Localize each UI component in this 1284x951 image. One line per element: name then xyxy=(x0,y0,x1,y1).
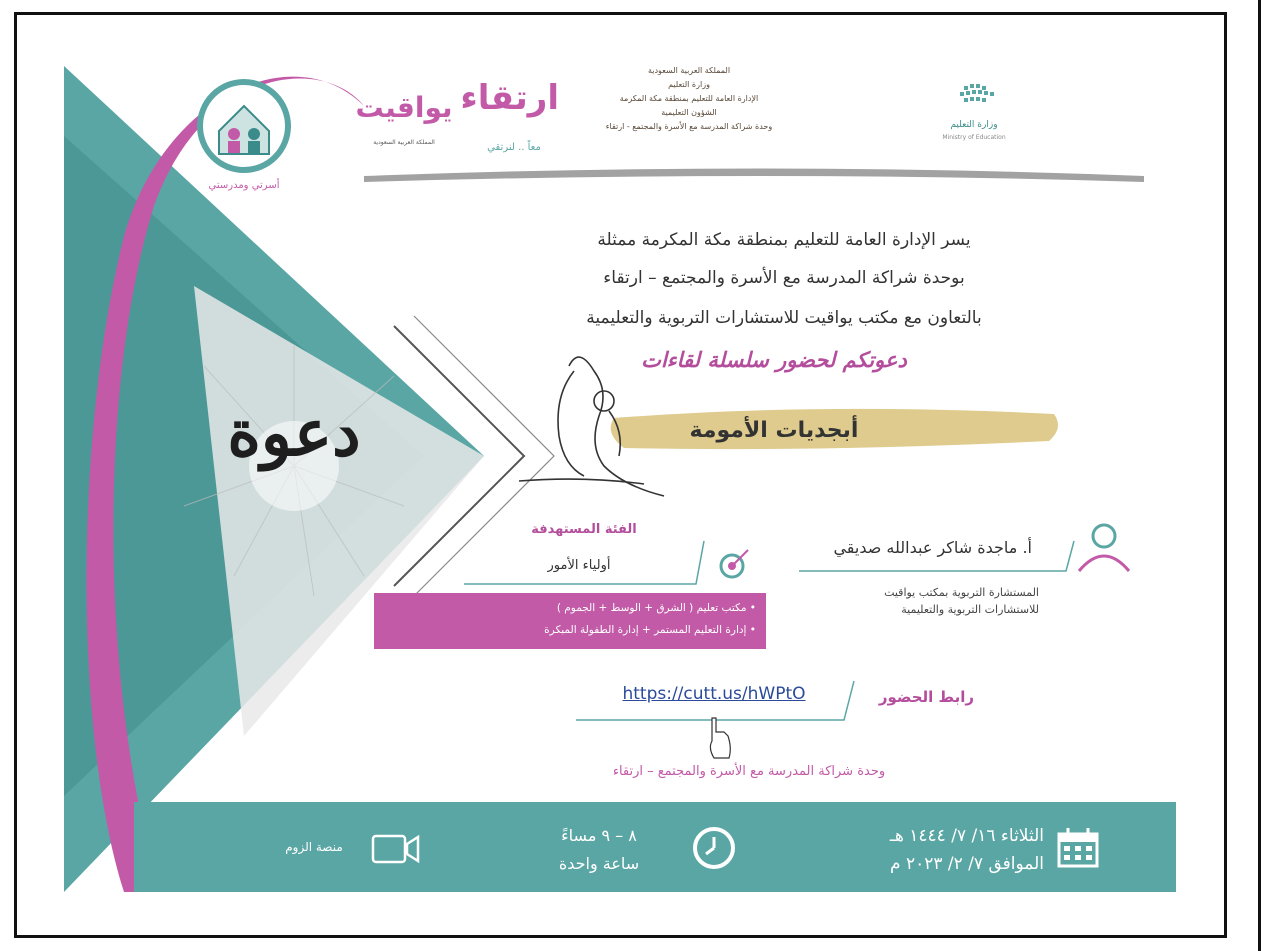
speaker-role-line: للاستشارات التربوية والتعليمية xyxy=(901,603,1039,616)
target-offices-box xyxy=(374,593,766,649)
yawaqeet-logo-subtext: المملكة العربية السعودية xyxy=(373,139,435,146)
header-line: المملكة العربية السعودية xyxy=(647,66,731,75)
intro-line-2: بوحدة شراكة المدرسة مع الأسرة والمجتمع – ارتقاء xyxy=(603,268,965,288)
intro-line-3: بالتعاون مع مكتب يواقيت للاستشارات التربوية والتعليمية xyxy=(586,308,982,328)
speaker-role-line: المستشارة التربوية بمكتب يواقيت xyxy=(884,586,1039,599)
invitation-card xyxy=(64,36,1176,892)
office-item: • مكتب تعليم ( الشرق + الوسط + الجموم ) xyxy=(384,597,756,619)
ministry-logo-subtext: Ministry of Education xyxy=(942,134,1006,141)
irtiqa-tagline: معاً .. لنرتقي xyxy=(487,142,541,153)
ministry-logo xyxy=(934,76,1024,156)
family-school-logo xyxy=(194,76,294,206)
right-divider xyxy=(1258,0,1261,951)
invite-line: دعوتكم لحضور سلسلة لقاءات xyxy=(641,348,907,372)
target-audience-label: الفئة المستهدفة xyxy=(531,522,637,537)
ministry-logo-icon xyxy=(934,76,1024,118)
intro-line-1: يسر الإدارة العامة للتعليم بمنطقة مكة المكرمة ممثلة xyxy=(597,230,971,250)
family-logo-caption: أسرتي ومدرستي xyxy=(208,180,280,191)
attendance-link-label: رابط الحضور xyxy=(878,688,974,706)
header-line: الإدارة العامة للتعليم بمنطقة مكة المكرمة xyxy=(619,94,759,103)
office-item: • إدارة التعليم المستمر + إدارة الطفولة المبكرة xyxy=(384,619,756,641)
event-duration: ساعة واحدة xyxy=(558,854,640,873)
irtiqa-logo-text: ارتقاء xyxy=(460,78,559,118)
unit-footer: وحدة شراكة المدرسة مع الأسرة والمجتمع – ارتقاء xyxy=(612,764,886,779)
yawaqeet-logo-text: يواقيت xyxy=(355,91,453,124)
ministry-logo-text: وزارة التعليم xyxy=(950,120,998,130)
header-line: وزارة التعليم xyxy=(668,80,710,89)
platform-label: منصة الزوم xyxy=(285,840,343,854)
video-camera-icon xyxy=(371,832,421,866)
header-line: الشؤون التعليمية xyxy=(661,108,717,117)
clock-icon xyxy=(690,824,738,872)
header-address xyxy=(604,64,774,134)
target-audience-value: أولياء الأمور xyxy=(547,558,611,573)
speaker-name: أ. ماجدة شاكر عبدالله صديقي xyxy=(833,538,1032,557)
family-house-icon xyxy=(194,76,294,176)
irtiqa-logo xyxy=(460,58,559,168)
target-icon-shape xyxy=(721,550,748,577)
invitation-calligraphy: دعوة xyxy=(227,396,361,471)
attendance-link[interactable]: https://cutt.us/hWPtO xyxy=(622,684,806,704)
speaker-role xyxy=(809,584,1039,618)
date-gregorian: الموافق ٧/ ٢/ ٢٠٢٣ م xyxy=(890,854,1044,874)
header-line: وحدة شراكة المدرسة مع الأسرة والمجتمع - ارتقاء xyxy=(605,122,773,131)
calendar-icon xyxy=(1056,826,1100,870)
date-hijri: الثلاثاء ١٦/ ٧/ ١٤٤٤ هـ xyxy=(889,826,1044,846)
footer-bar xyxy=(134,802,1176,892)
yawaqeet-logo xyxy=(349,91,459,161)
event-time: ٨ – ٩ مساءً xyxy=(561,826,637,845)
session-title: أبجديات الأمومة xyxy=(689,418,859,443)
